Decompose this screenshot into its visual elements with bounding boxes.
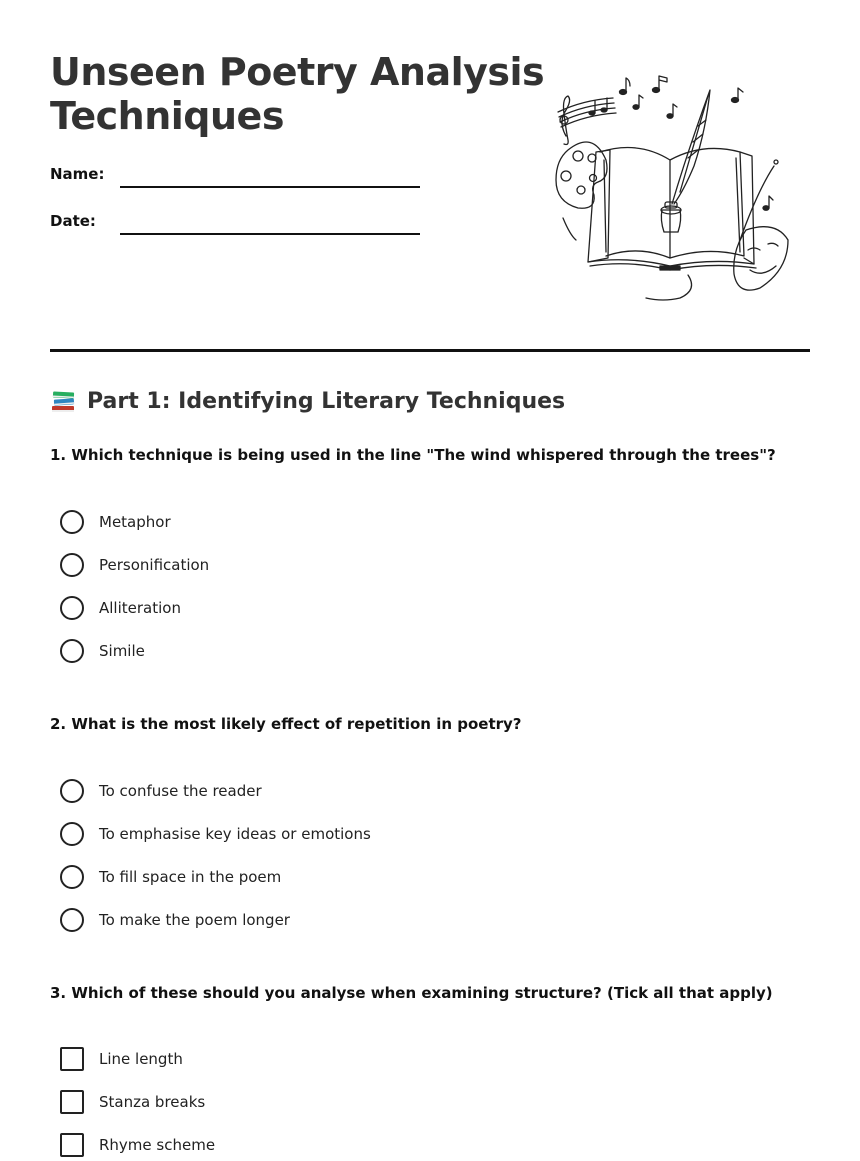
option-label: Simile [99,642,145,660]
option-stanza-breaks[interactable] [60,1089,205,1115]
name-field[interactable] [120,186,420,188]
option-label: To fill space in the poem [99,868,282,886]
title-line-2: Techniques [50,94,284,138]
option-fill-space[interactable] [60,864,281,890]
section-title [50,388,565,415]
poetry-illustration-icon [548,70,798,310]
radio-button[interactable] [60,822,84,846]
option-label: Metaphor [99,513,171,531]
radio-button[interactable] [60,510,84,534]
option-metaphor[interactable] [60,509,171,535]
radio-button[interactable] [60,639,84,663]
option-label: Rhyme scheme [99,1136,216,1154]
page-title [50,50,550,138]
checkbox[interactable] [60,1047,84,1071]
option-label: Stanza breaks [99,1093,206,1111]
books-icon [50,388,77,415]
option-label: Line length [99,1050,183,1068]
option-simile[interactable] [60,638,145,664]
radio-button[interactable] [60,553,84,577]
radio-button[interactable] [60,865,84,889]
option-emphasise[interactable] [60,821,371,847]
option-label: To confuse the reader [99,782,262,800]
date-label: Date: [50,212,96,230]
option-longer[interactable] [60,907,290,933]
checkbox[interactable] [60,1133,84,1157]
date-field[interactable] [120,233,420,235]
section-title-text: Part 1: Identifying Literary Techniques [87,389,566,414]
option-rhyme-scheme[interactable] [60,1132,215,1158]
option-label: To make the poem longer [99,911,290,929]
option-label: Alliteration [99,599,181,617]
radio-button[interactable] [60,779,84,803]
option-confuse[interactable] [60,778,262,804]
section-divider [50,349,810,352]
option-label: To emphasise key ideas or emotions [99,825,371,843]
question-2: 2. What is the most likely effect of repetition in poetry? [50,715,522,733]
radio-button[interactable] [60,596,84,620]
option-personification[interactable] [60,552,209,578]
checkbox[interactable] [60,1090,84,1114]
name-label: Name: [50,165,105,183]
title-line-1: Unseen Poetry Analysis [50,50,545,94]
question-1: 1. Which technique is being used in the line "The wind whispered through the trees"? [50,446,776,464]
question-3: 3. Which of these should you analyse when examining structure? (Tick all that apply) [50,984,773,1002]
option-alliteration[interactable] [60,595,181,621]
option-line-length[interactable] [60,1046,183,1072]
radio-button[interactable] [60,908,84,932]
option-label: Personification [99,556,210,574]
